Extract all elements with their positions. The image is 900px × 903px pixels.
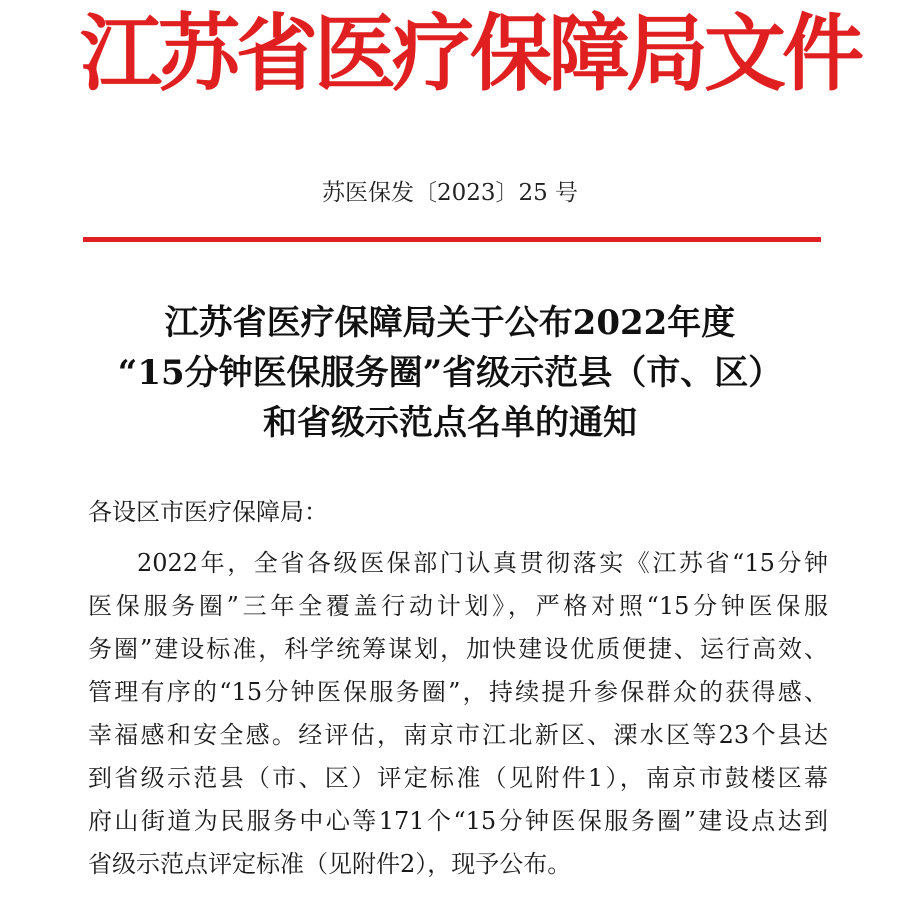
title-line: 和省级示范点名单的通知 [263,403,637,443]
title-line: “15分钟医保服务圈”省级示范县（市、区） [117,353,783,393]
paragraph-line: 医保服务圈”三年全覆盖行动计划》，严格对照“15分钟医保服 [88,592,828,620]
paragraph-line: 到省级示范县（市、区）评定标准（见附件1），南京市鼓楼区幕 [88,764,828,792]
document-masthead: 江苏省医疗保障局文件 [80,5,861,103]
paragraph-line: 幸福感和安全感。经评估，南京市江北新区、溧水区等23个县达 [88,721,828,749]
title-line: 江苏省医疗保障局关于公布2022年度 [164,303,736,343]
paragraph-line: 省级示范点评定标准（见附件2），现予公布。 [88,850,572,878]
paragraph-line: 务圈”建设标准，科学统筹谋划，加快建设优质便捷、运行高效、 [88,635,828,663]
document-title [0,298,900,448]
document-number: 苏医保发〔2023〕25 号 [321,180,579,206]
paragraph-line: 管理有序的“15分钟医保服务圈”，持续提升参保群众的获得感、 [88,678,828,706]
paragraph-line: 府山街道为民服务中心等171个“15分钟医保服务圈”建设点达到 [88,807,828,835]
paragraph-line: 2022年，全省各级医保部门认真贯彻落实《江苏省“15分钟 [137,549,828,577]
red-divider-rule [83,237,821,242]
salutation: 各设区市医疗保障局： [88,498,328,526]
